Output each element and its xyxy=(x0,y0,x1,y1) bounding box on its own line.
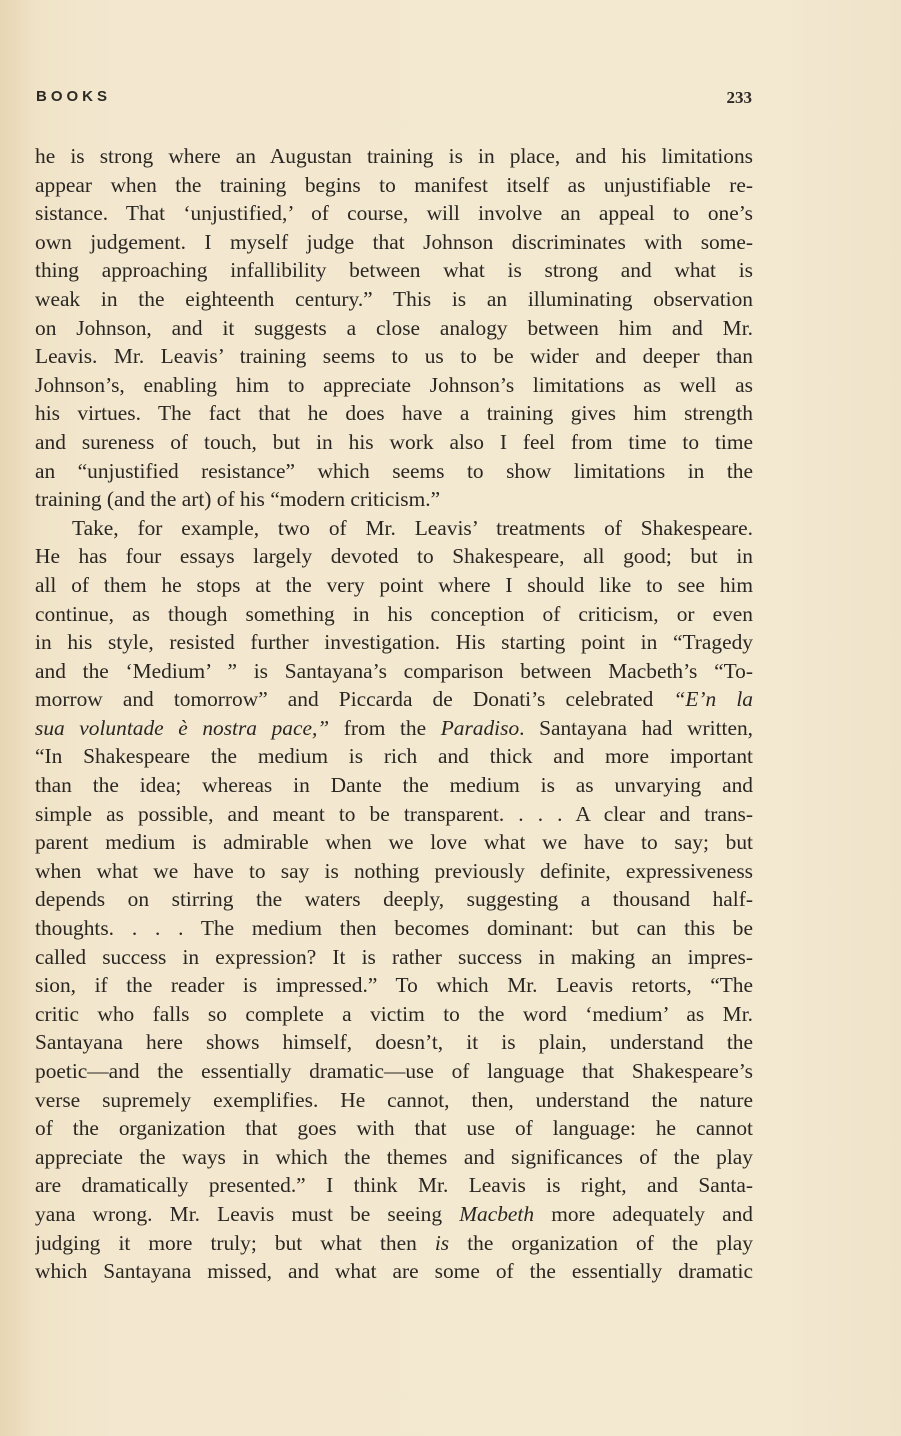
text-run: on Johnson, and it suggests a close analogy between him and Mr. xyxy=(35,315,753,340)
text-run: simple as possible, and meant to be transparent. . . . A clear and trans- xyxy=(35,801,753,826)
text-run: are dramatically presented.” I think Mr. Leavis is right, and Santa- xyxy=(35,1173,753,1198)
text-run: thoughts. . . . The medium then becomes dominant: but can this be xyxy=(35,916,753,941)
text-run: sion, if the reader is impressed.” To which Mr. Leavis retorts, “The xyxy=(35,973,753,998)
text-run: He has four essays largely devoted to Shakespeare, all good; but in xyxy=(35,544,753,569)
text-line xyxy=(35,1171,753,1200)
text-run: depends on stirring the waters deeply, suggesting a thousand half- xyxy=(35,887,753,912)
text-line xyxy=(35,742,753,771)
text-run: . Santayana had written, xyxy=(519,715,753,740)
text-run: appreciate the ways in which the themes and significances of the play xyxy=(35,1144,753,1169)
text-run: training (and the art) of his “modern criticism.” xyxy=(35,487,441,512)
text-line xyxy=(35,171,753,200)
text-line xyxy=(35,1114,753,1143)
italic-text: “E’n la xyxy=(673,687,753,712)
text-run: yana wrong. Mr. Leavis must be seeing xyxy=(35,1201,460,1226)
text-line xyxy=(35,657,753,686)
text-line xyxy=(35,828,753,857)
text-run: continue, as though something in his conception of criticism, or even xyxy=(35,601,753,626)
text-run: Leavis. Mr. Leavis’ training seems to us to be wider and deeper than xyxy=(35,344,753,369)
text-run: poetic—and the essentially dramatic—use of language that Shakespeare’s xyxy=(35,1059,753,1083)
text-line xyxy=(35,1143,753,1172)
text-line xyxy=(35,885,753,914)
text-line xyxy=(35,399,753,428)
text-line xyxy=(35,685,753,714)
text-run: in his style, resisted further investigation. His starting point in “Tragedy xyxy=(35,630,753,655)
text-line xyxy=(35,771,753,800)
body-text xyxy=(35,142,753,1286)
paragraph xyxy=(35,514,753,1286)
text-run: an “unjustified resistance” which seems to show limitations in the xyxy=(35,458,753,483)
text-run: which Santayana missed, and what are some of the essentially dramatic xyxy=(35,1259,753,1284)
text-line xyxy=(35,600,753,629)
italic-text: sua voluntade è nostra pace,” xyxy=(35,715,330,740)
text-line xyxy=(35,485,753,514)
text-run: more adequately and xyxy=(534,1201,753,1226)
text-line xyxy=(35,142,753,171)
text-line xyxy=(35,342,753,371)
text-line xyxy=(35,371,753,400)
text-line xyxy=(35,428,753,457)
italic-text: Paradiso xyxy=(440,715,520,740)
italic-text: is xyxy=(434,1230,450,1255)
text-run: the organization of the play xyxy=(449,1230,753,1255)
text-run: weak in the eighteenth century.” This is an illuminating observation xyxy=(35,286,753,311)
text-line xyxy=(35,228,753,257)
text-run: own judgement. I myself judge that Johnson discriminates with some- xyxy=(35,229,753,254)
text-run: than the idea; whereas in Dante the medium is as unvarying and xyxy=(35,773,753,798)
text-line xyxy=(35,714,753,743)
text-line xyxy=(35,457,753,486)
text-run: Santayana here shows himself, doesn’t, it is plain, understand the xyxy=(35,1030,753,1055)
running-head xyxy=(36,88,752,112)
text-line xyxy=(35,1086,753,1115)
text-line xyxy=(35,943,753,972)
text-line xyxy=(35,1257,753,1286)
text-run: Take, for example, two of Mr. Leavis’ treatments of Shakespeare. xyxy=(72,515,753,540)
text-run: of the organization that goes with that use of language: he cannot xyxy=(35,1116,753,1141)
italic-text: Macbeth xyxy=(459,1201,535,1226)
text-line xyxy=(35,514,753,543)
text-line xyxy=(35,314,753,343)
text-run: Johnson’s, enabling him to appreciate Johnson’s limitations as well as xyxy=(35,372,753,397)
text-run: his virtues. The fact that he does have a training gives him strength xyxy=(35,401,753,426)
text-run: and the ‘Medium’ ” is Santayana’s comparison between Macbeth’s “To- xyxy=(35,658,753,683)
section-label: BOOKS xyxy=(36,88,112,105)
text-run: parent medium is admirable when we love what we have to say; but xyxy=(35,830,753,855)
text-line xyxy=(35,199,753,228)
text-run: he is strong where an Augustan training is in place, and his limitations xyxy=(35,144,753,168)
text-line xyxy=(35,1000,753,1029)
text-run: critic who falls so complete a victim to the word ‘medium’ as Mr. xyxy=(35,1001,753,1026)
text-line xyxy=(35,285,753,314)
text-line xyxy=(35,571,753,600)
text-run: from the xyxy=(329,715,441,740)
text-run: judging it more truly; but what then xyxy=(35,1230,435,1255)
text-line xyxy=(35,628,753,657)
text-line xyxy=(35,256,753,285)
text-run: all of them he stops at the very point where I should like to see him xyxy=(35,572,753,597)
text-line xyxy=(35,542,753,571)
text-run: appear when the training begins to manifest itself as unjustifiable re- xyxy=(35,172,753,197)
text-line xyxy=(35,800,753,829)
text-run: sistance. That ‘unjustified,’ of course, will involve an appeal to one’s xyxy=(35,201,753,226)
text-run: and sureness of touch, but in his work also I feel from time to time xyxy=(35,429,753,454)
text-line xyxy=(35,857,753,886)
text-line xyxy=(35,914,753,943)
text-line xyxy=(35,1057,753,1086)
text-run: called success in expression? It is rather success in making an impres- xyxy=(35,944,753,969)
text-line xyxy=(35,1028,753,1057)
text-run: when what we have to say is nothing previously definite, expressiveness xyxy=(35,858,753,883)
text-line xyxy=(35,1200,753,1229)
page-number: 233 xyxy=(726,88,752,107)
text-run: morrow and tomorrow” and Piccarda de Donati’s celebrated xyxy=(35,687,674,712)
text-run: thing approaching infallibility between what is strong and what is xyxy=(35,258,753,283)
text-run: “In Shakespeare the medium is rich and thick and more important xyxy=(35,744,753,769)
text-run: verse supremely exemplifies. He cannot, then, understand the nature xyxy=(35,1087,753,1112)
text-line xyxy=(35,1229,753,1258)
text-line xyxy=(35,971,753,1000)
paragraph xyxy=(35,142,753,514)
